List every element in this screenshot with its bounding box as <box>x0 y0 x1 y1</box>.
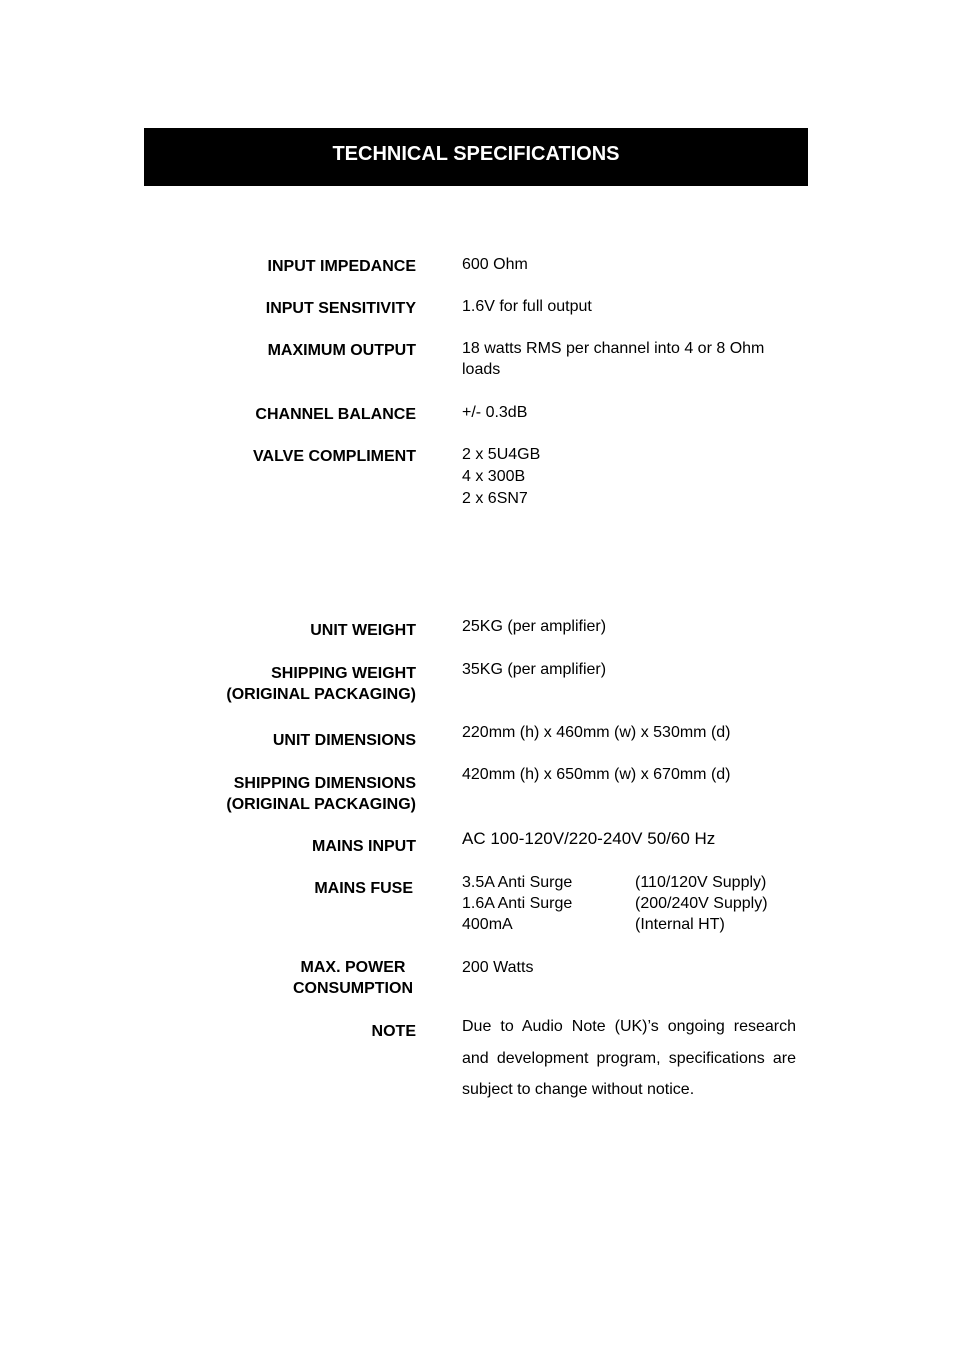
fuse-rating: 400mA <box>462 916 513 933</box>
max-power-value: 200 Watts <box>462 959 534 976</box>
max-power-label-line1: MAX. POWER <box>300 959 406 976</box>
shipping-dimensions-label-line2: (ORIGINAL PACKAGING) <box>226 796 416 813</box>
valve-compliment-list <box>462 444 540 510</box>
fuse-row <box>462 893 768 914</box>
max-power-label <box>293 957 413 999</box>
channel-balance-label: CHANNEL BALANCE <box>255 406 416 423</box>
maximum-output-label: MAXIMUM OUTPUT <box>267 342 416 359</box>
maximum-output-value: 18 watts RMS per channel into 4 or 8 Ohm loads <box>462 340 765 378</box>
unit-dimensions-label: UNIT DIMENSIONS <box>272 732 416 749</box>
shipping-weight-label-line1: SHIPPING WEIGHT <box>271 665 416 682</box>
note-label: NOTE <box>371 1023 416 1040</box>
fuse-rating: 1.6A Anti Surge <box>462 895 573 912</box>
valve-compliment-label: VALVE COMPLIMENT <box>253 448 416 465</box>
input-impedance-label: INPUT IMPEDANCE <box>267 258 416 275</box>
shipping-weight-label-line2: (ORIGINAL PACKAGING) <box>226 686 416 703</box>
fuse-rating: 3.5A Anti Surge <box>462 874 573 891</box>
mains-input-label: MAINS INPUT <box>312 838 416 855</box>
valve-item: 2 x 5U4GB <box>462 446 541 463</box>
channel-balance-value: +/- 0.3dB <box>462 404 528 421</box>
shipping-dimensions-label <box>226 773 416 815</box>
shipping-weight-label <box>226 663 416 705</box>
mains-input-value: AC 100-120V/220-240V 50/60 Hz <box>462 829 716 848</box>
fuse-row <box>462 914 768 935</box>
note-text: Due to Audio Note (UK)’s ongoing research and development program, specifications are subject to change without notice. <box>462 1018 796 1098</box>
valve-item: 4 x 300B <box>462 468 526 485</box>
fuse-supply: (200/240V Supply) <box>635 895 768 912</box>
max-power-label-line2: CONSUMPTION <box>293 980 413 997</box>
shipping-dimensions-label-line1: SHIPPING DIMENSIONS <box>233 775 416 792</box>
fuse-supply: (Internal HT) <box>635 916 725 933</box>
input-sensitivity-value: 1.6V for full output <box>462 298 592 315</box>
shipping-dimensions-value: 420mm (h) x 650mm (w) x 670mm (d) <box>462 766 731 783</box>
page-title: TECHNICAL SPECIFICATIONS <box>144 128 808 186</box>
mains-fuse-table <box>462 872 768 935</box>
input-impedance-value: 600 Ohm <box>462 256 528 273</box>
unit-weight-value: 25KG (per amplifier) <box>462 618 607 635</box>
shipping-weight-value: 35KG (per amplifier) <box>462 661 607 678</box>
fuse-row <box>462 872 768 893</box>
input-sensitivity-label: INPUT SENSITIVITY <box>265 300 416 317</box>
valve-item: 2 x 6SN7 <box>462 490 528 507</box>
unit-dimensions-value: 220mm (h) x 460mm (w) x 530mm (d) <box>462 724 731 741</box>
fuse-supply: (110/120V Supply) <box>635 874 767 891</box>
mains-fuse-label: MAINS FUSE <box>314 880 413 897</box>
unit-weight-label: UNIT WEIGHT <box>310 622 416 639</box>
